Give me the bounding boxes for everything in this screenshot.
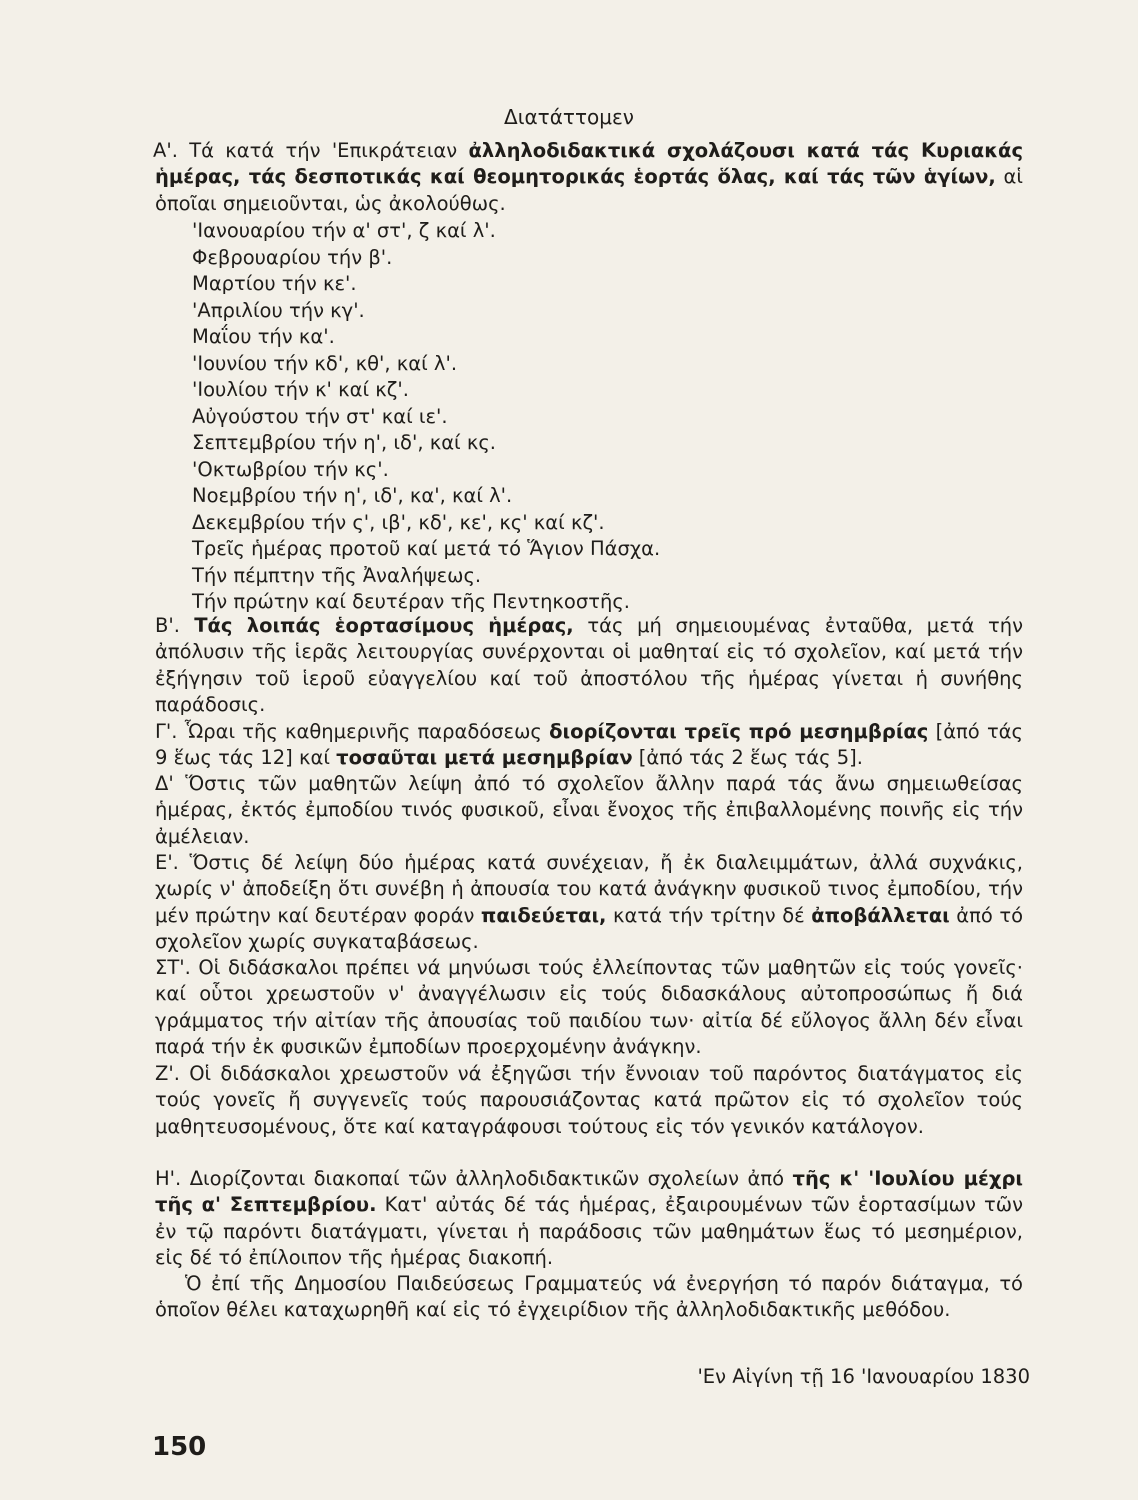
section-c-bold-1: διορίζονται τρεῖς πρό μεσημβρίας (549, 720, 929, 743)
section-h-paragraph (155, 1166, 1023, 1271)
section-c-text-3: [ἀπό τάς 2 ἕως τάς 5]. (632, 746, 863, 770)
section-b-text-1: τάς μή σημειουμένας ἐνταῦθα, μετά τήν ἀπόλυσιν τῆς ἱερᾶς λειτουργίας συνέρχονται οἱ μαθηταί εἰς τό σχολεῖον, καί μετά τήν ἐξήγησιν τοῦ ἱεροῦ εὐαγγελίου καί τοῦ ἀποστόλου τῆς ἡμέρας γίνεται ἡ συνήθης παράδοσις. (155, 614, 1023, 716)
section-e-text-1: Ὅστις δέ λείψη δύο ἡμέρας κατά συνέχειαν, ἤ ἐκ διαλειμμάτων, ἀλλά συχνάκις, χωρίς ν' ἀποδείξη ὅτι συνέβη ἡ ἀπουσία του κατά ἀνάγκην φυσικοῦ τινος ἐμποδίου, τήν μέν πρώτην καί δευτέραν φοράν (155, 851, 1023, 927)
section-d-paragraph (155, 771, 1023, 850)
section-a-label: Α'. (153, 139, 178, 162)
section-e-paragraph (155, 850, 1023, 955)
section-a-text-1: Τά κατά τήν 'Επικράτειαν (177, 139, 469, 162)
place-date-signature: 'Εν Αἰγίνη τῇ 16 'Ιανουαρίου 1830 (697, 1365, 1030, 1388)
holiday-date-line: Φεβρουαρίου τήν β'. (192, 245, 393, 269)
section-f-label: ΣΤ'. (155, 956, 191, 979)
section-b-bold-1: Τάς λοιπάς ἑορτασίμους ἡμέρας, (179, 614, 574, 637)
section-c-label: Γ'. (155, 720, 178, 743)
section-b-paragraph (155, 613, 1023, 718)
section-h-bold-1: τῆς κ' 'Ιουλίου μέχρι τῆς α' Σεπτεμβρίου. (155, 1167, 1023, 1217)
section-e-text-3: ἀπό τό σχολεῖον χωρίς συγκαταβάσεως. (155, 903, 1024, 953)
section-c-text-2: [ἀπό τάς 9 ἕως τάς 12] καί (155, 720, 1023, 770)
section-c-text-1: Ὧραι τῆς καθημερινῆς παραδόσεως (177, 720, 550, 743)
holiday-date-line: 'Απριλίου τήν κγ'. (192, 298, 365, 322)
decree-heading: Διατάττομεν (504, 105, 634, 129)
holiday-date-list (192, 218, 892, 616)
section-g-text-1: Οἱ διδάσκαλοι χρεωστοῦν νά ἐξηγῶσι τήν ἔννοιαν τοῦ παρόντος διατάγματος εἰς τούς γονεῖς ἤ συγγενεῖς τούς παρουσιάζοντας κατά πρῶτον εἰς τό σχολεῖον τούς μαθητευσομένους, ὅτε καί καταγράφουσι τούτους εἰς τόν γενικόν κατάλογον. (155, 1062, 1023, 1138)
closing-paragraph: Ὁ ἐπί τῆς Δημοσίου Παιδεύσεως Γραμματεύς νά ἐνεργήση τό παρόν διάταγμα, τό ὁποῖον θέλει καταχωρηθῆ καί εἰς τό ἐγχειρίδιον τῆς ἀλληλοδιδακτικῆς μεθόδου. (155, 1272, 1023, 1322)
section-g-label: Ζ'. (155, 1062, 180, 1085)
section-a-bold-1: ἀλληλοδιδακτικά σχολάζουσι κατά τάς Κυριακάς ἡμέρας, τάς δεσποτικάς καί θεομητορικάς ἑορτάς ὅλας, καί τάς τῶν ἁγίων, (155, 139, 1024, 189)
holiday-date-line: 'Ιανουαρίου τήν α' στ', ζ καί λ'. (192, 219, 496, 242)
section-h-text-2: Κατ' αὐτάς δέ τάς ἡμέρας, ἐξαιρουμένων τῶν ἑορτασίμων τῶν ἐν τῷ παρόντι διατάγματι, γίνεται ἡ παράδοσις τῶν μαθημάτων ἕως τό μεσημέριον, εἰς δέ τό ἐπίλοιπον τῆς ἡμέρας διακοπή. (155, 1193, 1023, 1269)
section-e-bold-2: ἀποβάλλεται (811, 903, 950, 927)
holiday-date-line: Νοεμβρίου τήν η', ιδ', κα', καί λ'. (192, 484, 513, 507)
holiday-date-line: Τήν πέμπτην τῆς Ἀναλήψεως. (192, 563, 482, 587)
section-d-text-1: Ὅστις τῶν μαθητῶν λείψη ἀπό τό σχολεῖον ἄλλην παρά τάς ἄνω σημειωθείσας ἡμέρας, ἐκτός ἐμποδίου τινός φυσικοῦ, εἶναι ἔνοχος τῆς ἐπιβαλλομένης ποινῆς εἰς τήν ἀμέλειαν. (155, 772, 1023, 848)
section-h-text-1: Διορίζονται διακοπαί τῶν ἀλληλοδιδακτικῶν σχολείων ἀπό (181, 1167, 793, 1190)
holiday-date-line: Σεπτεμβρίου τήν η', ιδ', καί κς. (192, 431, 496, 454)
section-c-bold-2: τοσαῦται μετά μεσημβρίαν (336, 746, 633, 770)
section-a-text-2: αἱ ὁποῖαι σημειοῦνται, ὡς ἀκολούθως. (155, 165, 1023, 215)
section-f-text-1: Οἱ διδάσκαλοι πρέπει νά μηνύωσι τούς ἐλλείποντας τῶν μαθητῶν εἰς τούς γονεῖς· καί οὗτοι χρεωστοῦν ν' ἀναγγέλωσιν εἰς τούς διδασκάλους αὐτοπροσώπως ἤ διά γράμματος τήν αἰτίαν τῆς ἀπουσίας τοῦ παιδίου των· αἰτία δέ εὔλογος ἄλλη δέν εἶναι παρά τήν ἐκ φυσικῶν ἐμποδίων προερχομένην ἀνάγκην. (155, 956, 1023, 1058)
section-e-label: Ε'. (155, 851, 179, 874)
holiday-date-line: 'Ιουλίου τήν κ' καί κζ'. (192, 378, 409, 401)
section-e-bold-1: παιδεύεται, (480, 903, 607, 927)
holiday-date-line: Αὐγούστου τήν στ' καί ιε'. (192, 404, 448, 428)
holiday-date-line: Δεκεμβρίου τήν ς', ιβ', κδ', κε', κς' καί κζ'. (192, 510, 605, 534)
section-c-paragraph (155, 719, 1023, 772)
section-b-label: Β'. (155, 614, 180, 637)
section-g-paragraph (155, 1061, 1023, 1140)
holiday-date-line: Μαΐου τήν κα'. (192, 325, 335, 348)
holiday-date-line: Μαρτίου τήν κε'. (192, 272, 357, 295)
holiday-date-line: Τρεῖς ἡμέρας προτοῦ καί μετά τό Ἅγιον Πάσχα. (192, 537, 661, 560)
holiday-date-line: 'Οκτωβρίου τήν κς'. (192, 457, 389, 481)
section-e-text-2: κατά τήν τρίτην δέ (606, 903, 812, 927)
section-f-paragraph (155, 955, 1023, 1060)
page-number: 150 (152, 1432, 207, 1462)
holiday-date-line: 'Ιουνίου τήν κδ', κθ', καί λ'. (192, 351, 458, 375)
section-h-label: Η'. (155, 1167, 182, 1190)
section-d-label: Δ' (155, 772, 174, 795)
holiday-date-line: Τήν πρώτην καί δευτέραν τῆς Πεντηκοστῆς. (192, 590, 630, 613)
section-a-paragraph (155, 138, 1023, 217)
